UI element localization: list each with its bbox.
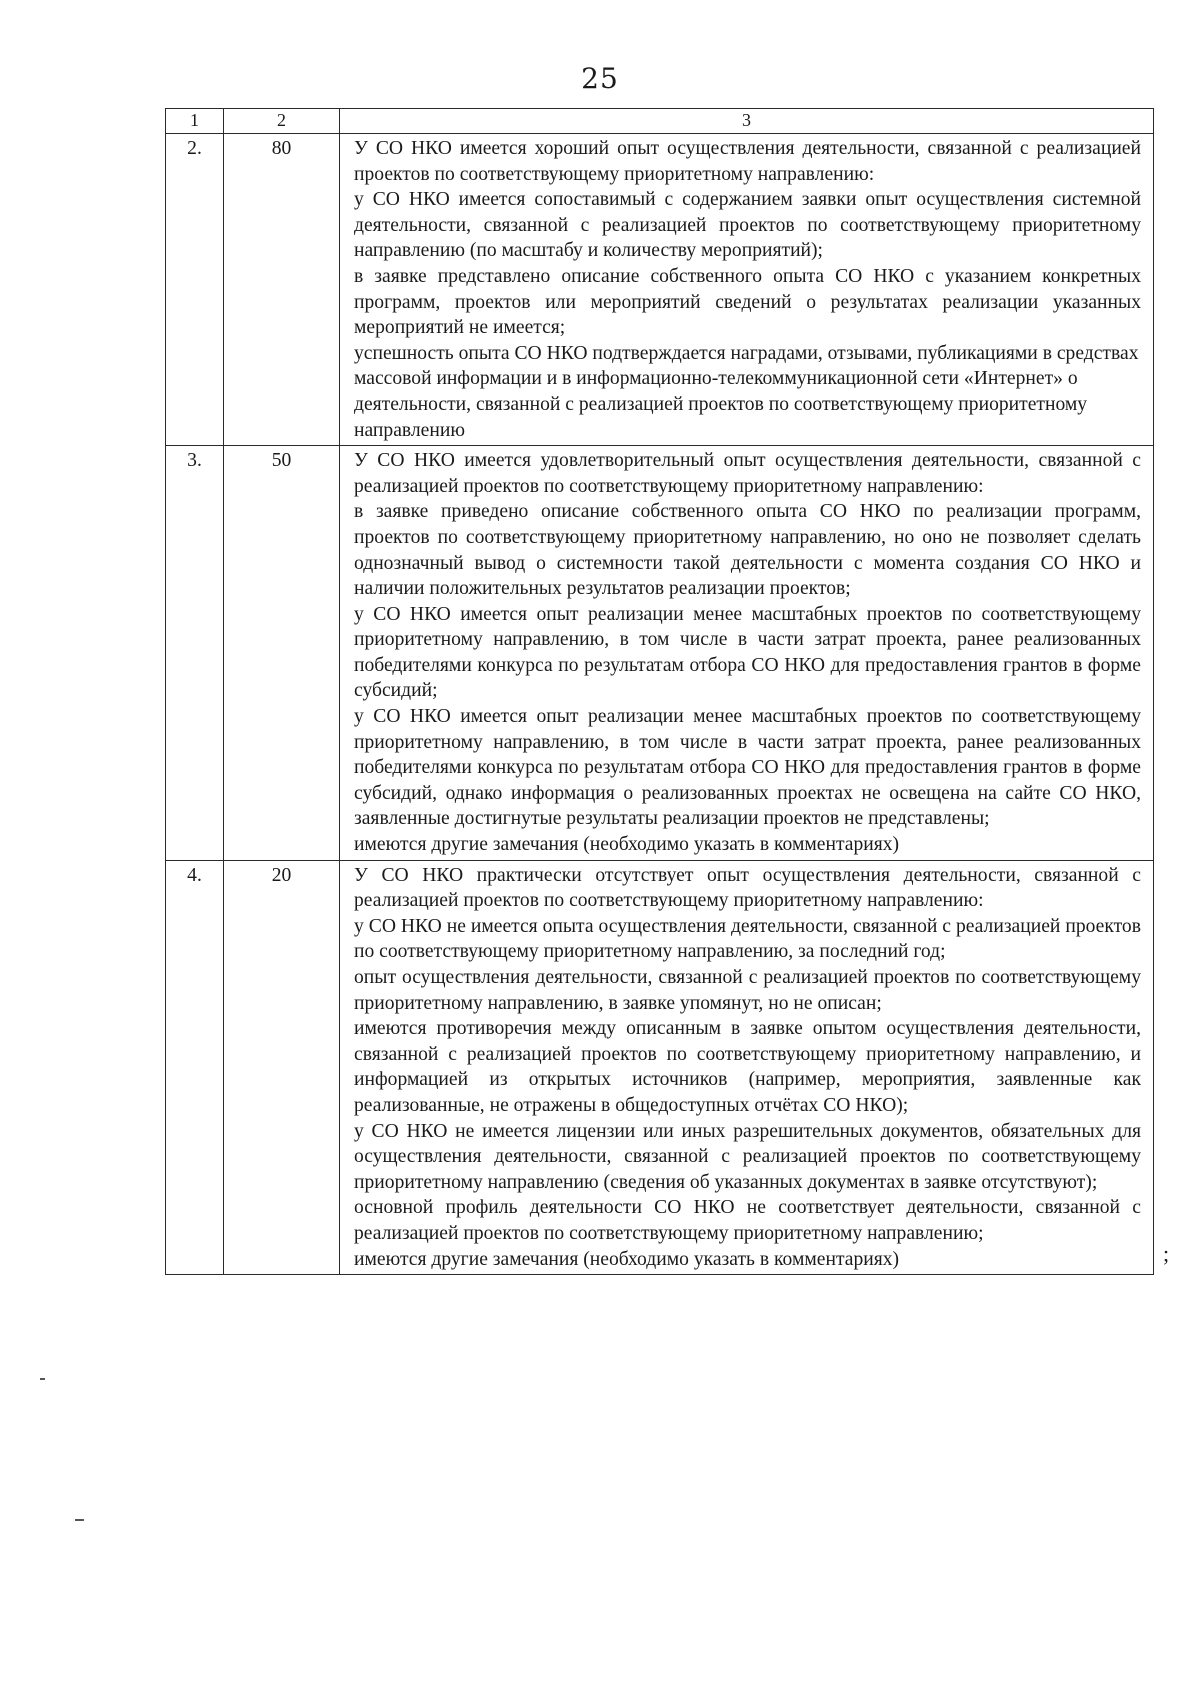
description-paragraph: в заявке представлено описание собственного опыта СО НКО с указанием конкретных программ, проектов или мероприятий сведений о результатах реализации указанных мероприятий не имеется; bbox=[354, 265, 1141, 339]
row-number: 4. bbox=[166, 860, 224, 1275]
description-paragraph: опыт осуществления деятельности, связанной с реализацией проектов по соответствующему приоритетному направлению, в заявке упомянут, но не описан; bbox=[354, 967, 1141, 1014]
scan-speck bbox=[40, 1378, 45, 1380]
row-score: 50 bbox=[224, 446, 340, 861]
description-paragraph: У СО НКО имеется хороший опыт осуществления деятельности, связанной с реализацией проектов по соответствующему приоритетному направлению: bbox=[354, 138, 1141, 185]
description-paragraph: У СО НКО практически отсутствует опыт осуществления деятельности, связанной с реализацией проектов по соответствующему приоритетному направлению: bbox=[354, 864, 1141, 912]
row-description bbox=[340, 860, 1154, 1275]
row-description bbox=[340, 134, 1154, 446]
criteria-table bbox=[165, 108, 1154, 1275]
description-paragraph: основной профиль деятельности СО НКО не соответствует деятельности, связанной с реализацией проектов по соответствующему приоритетному направлению; bbox=[354, 1197, 1141, 1244]
trailing-semicolon: ; bbox=[1163, 1241, 1170, 1267]
row-number: 2. bbox=[166, 134, 224, 446]
table-header-row bbox=[166, 109, 1154, 134]
description-paragraph: у СО НКО имеется опыт реализации менее масштабных проектов по соответствующему приоритетному направлению, в том числе в части затрат проекта, ранее реализованных победителями конкурса по результатам отбора СО НКО для предоставления грантов в форме субсидий, однако информация о реализованных проектах не освещена на сайте СО НКО, заявленные достигнутые результаты реализации проектов не представлены; bbox=[354, 706, 1141, 830]
column-header-2: 2 bbox=[224, 109, 340, 134]
table-row bbox=[166, 134, 1154, 446]
description-paragraph: имеются другие замечания (необходимо указать в комментариях) bbox=[354, 1248, 900, 1270]
description-paragraph: У СО НКО имеется удовлетворительный опыт осуществления деятельности, связанной с реализацией проектов по соответствующему приоритетному направлению: bbox=[354, 450, 1141, 497]
description-paragraph: у СО НКО не имеется лицензии или иных разрешительных документов, обязательных для осуществления деятельности, связанной с реализацией проектов по соответствующему приоритетному направлению (сведения об указанных документах в заявке отсутствуют); bbox=[354, 1120, 1141, 1193]
column-header-1: 1 bbox=[166, 109, 224, 134]
scan-speck bbox=[75, 1519, 84, 1521]
row-description bbox=[340, 446, 1154, 861]
column-header-3: 3 bbox=[340, 109, 1154, 134]
description-paragraph: имеются другие замечания (необходимо указать в комментариях) bbox=[354, 834, 900, 856]
description-paragraph: в заявке приведено описание собственного опыта СО НКО по реализации программ, проектов по соответствующему приоритетному направлению, но оно не позволяет сделать однозначный вывод о системности такой деятельности с момента создания СО НКО и наличии положительных результатов реализации проектов; bbox=[354, 501, 1141, 600]
table-row bbox=[166, 446, 1154, 861]
description-paragraph: у СО НКО имеется сопоставимый с содержанием заявки опыт осуществления системной деятельности, связанной с реализацией проектов по соответствующему приоритетному направлению (по масштабу и количеству мероприятий); bbox=[354, 189, 1141, 262]
page-number: 25 bbox=[581, 62, 619, 95]
description-paragraph: имеются противоречия между описанным в заявке опытом осуществления деятельности, связанной с реализацией проектов по соответствующему приоритетному направлению, и информацией из открытых источников (например, мероприятия, заявленные как реализованные, не отражены в общедоступных отчётах СО НКО); bbox=[354, 1018, 1141, 1116]
description-paragraph: успешность опыта СО НКО подтверждается наградами, отзывами, публикациями в средствах массовой информации и в информационно-телекоммуникационной сети «Интернет» о деятельности, связанной с реализацией проектов по соответствующему приоритетному направлению bbox=[354, 342, 1139, 441]
row-score: 20 bbox=[224, 860, 340, 1275]
table-row bbox=[166, 860, 1154, 1275]
row-score: 80 bbox=[224, 134, 340, 446]
description-paragraph: у СО НКО имеется опыт реализации менее масштабных проектов по соответствующему приоритетному направлению, в том числе в части затрат проекта, ранее реализованных победителями конкурса по результатам отбора СО НКО для предоставления грантов в форме субсидий; bbox=[354, 603, 1141, 702]
row-number: 3. bbox=[166, 446, 224, 861]
description-paragraph: у СО НКО не имеется опыта осуществления деятельности, связанной с реализацией проектов по соответствующему приоритетному направлению, за последний год; bbox=[354, 915, 1141, 963]
